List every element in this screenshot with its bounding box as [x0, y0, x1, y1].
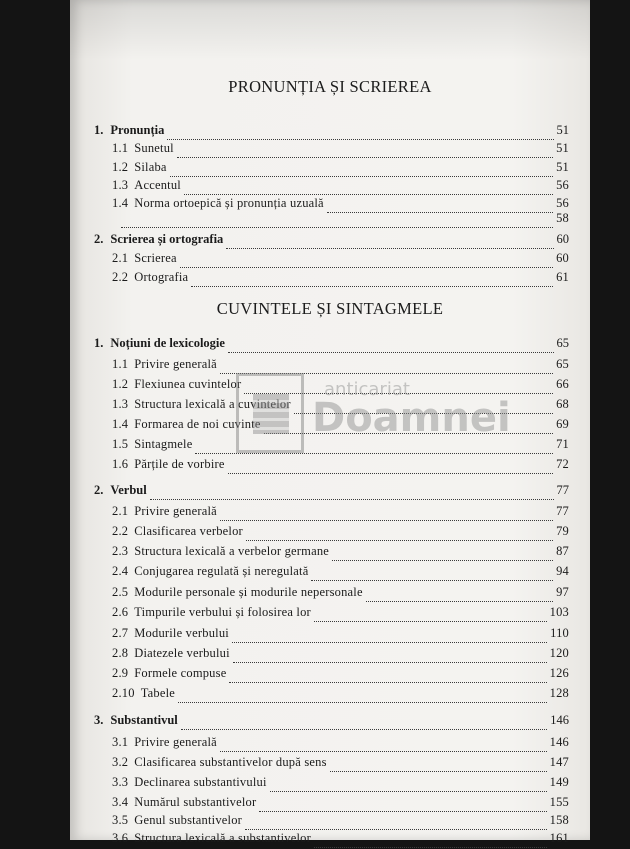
books-icon — [253, 394, 289, 434]
entry-number: 1.4 — [112, 196, 129, 210]
entry-number: 2.2 — [112, 524, 129, 538]
dot-leader — [220, 741, 547, 752]
entry-title: Tabele — [140, 686, 176, 700]
chapter-number: 1. — [94, 123, 104, 137]
dot-leader — [233, 652, 547, 663]
chapter-number: 2. — [94, 483, 104, 497]
watermark-small-text: anticariat — [324, 379, 410, 400]
dot-leader — [150, 489, 554, 500]
entry-title: Privire generală — [134, 735, 217, 749]
chapter-title: Verbul — [110, 483, 147, 497]
toc-entry — [112, 457, 569, 475]
dot-leader — [232, 632, 547, 643]
dot-leader — [167, 129, 553, 140]
chapter-title: Scrierea și ortografia — [110, 232, 224, 246]
dot-leader — [170, 166, 553, 177]
section-title: CUVINTELE ȘI SINTAGMELE — [216, 299, 444, 318]
entry-title: Părțile de vorbire — [134, 457, 225, 471]
page-number: 120 — [549, 646, 569, 660]
page-number: 87 — [556, 544, 569, 558]
page-number: 69 — [556, 417, 569, 431]
entry-number: 2.4 — [112, 564, 129, 578]
toc-entry — [112, 755, 569, 773]
page-number: 65 — [556, 336, 569, 350]
page-number: 51 — [556, 160, 569, 174]
chapter-title: Noțiuni de lexicologie — [110, 336, 225, 350]
dot-leader — [226, 238, 553, 249]
entry-number: 2.8 — [112, 646, 129, 660]
chapter-number: 2. — [94, 232, 104, 246]
entry-number: 2.6 — [112, 605, 129, 619]
page-number: 71 — [556, 437, 569, 451]
toc-entry — [112, 251, 569, 269]
page-number: 61 — [556, 270, 569, 284]
entry-number: 2.10 — [112, 686, 135, 700]
entry-title: Flexiunea cuvintelor — [134, 377, 242, 391]
dot-leader — [184, 184, 553, 195]
page-number: 146 — [549, 735, 569, 749]
watermark-frame — [236, 373, 304, 453]
dot-leader — [228, 342, 554, 353]
watermark-logo — [236, 373, 511, 453]
entry-title: Norma ortoepică și pronunția uzuală — [134, 196, 324, 210]
entry-number: 3.6 — [112, 831, 129, 845]
entry-title: Accentul — [134, 178, 181, 192]
entry-number: 3.1 — [112, 735, 129, 749]
dot-leader — [180, 257, 553, 268]
dot-leader — [332, 550, 553, 561]
dot-leader — [229, 672, 546, 683]
entry-title: Ortografia — [134, 270, 189, 284]
dot-leader — [228, 463, 553, 474]
entry-number: 1.3 — [112, 178, 129, 192]
dot-leader — [220, 510, 553, 521]
page-number: 149 — [549, 775, 569, 789]
page-number: 77 — [556, 483, 569, 497]
dot-leader — [259, 801, 546, 812]
entry-title: Sintagmele — [134, 437, 193, 451]
book-page — [70, 0, 590, 845]
entry-title: Clasificarea substantivelor după sens — [134, 755, 327, 769]
dot-leader — [121, 217, 553, 228]
dot-leader — [314, 611, 547, 622]
toc-entry — [112, 585, 569, 603]
page-number: 68 — [556, 397, 569, 411]
chapter-title: Pronunția — [110, 123, 165, 137]
toc-entry — [112, 504, 569, 522]
toc-entry — [112, 160, 569, 178]
page-number: 60 — [556, 251, 569, 265]
page-number: 72 — [556, 457, 569, 471]
entry-title: Silaba — [134, 160, 167, 174]
dot-leader — [178, 692, 547, 703]
dot-leader — [270, 781, 547, 792]
entry-title: Sunetul — [134, 141, 174, 155]
entry-title: Genul substantivelor — [134, 813, 243, 827]
page-number: 65 — [556, 357, 569, 371]
page-number: 147 — [549, 755, 569, 769]
page-number: 97 — [556, 585, 569, 599]
entry-number: 3.2 — [112, 755, 129, 769]
page-number: 79 — [556, 524, 569, 538]
page-number: 58 — [556, 211, 569, 225]
toc-entry — [112, 795, 569, 813]
toc-chapter — [94, 232, 569, 250]
entry-title: Modurile verbului — [134, 626, 229, 640]
dot-leader — [191, 276, 553, 287]
toc-entry — [112, 178, 569, 196]
dot-leader — [366, 591, 553, 602]
entry-title: Diatezele verbului — [134, 646, 230, 660]
entry-title: Formele compuse — [134, 666, 227, 680]
entry-number: 2.7 — [112, 626, 129, 640]
toc-entry — [112, 564, 569, 582]
page-number: 66 — [556, 377, 569, 391]
entry-number: 1.3 — [112, 397, 129, 411]
toc-entry — [112, 211, 569, 229]
section-title: PRONUNȚIA ȘI SCRIEREA — [228, 77, 432, 96]
page-number: 103 — [549, 605, 569, 619]
dot-leader — [330, 761, 547, 772]
page-number: 56 — [556, 178, 569, 192]
entry-number: 1.5 — [112, 437, 129, 451]
page-number: 77 — [556, 504, 569, 518]
entry-title: Structura lexicală a substantivelor — [134, 831, 311, 845]
page-number: 56 — [556, 196, 569, 210]
entry-title: Modurile personale și modurile nepersonale — [134, 585, 363, 599]
toc-entry — [112, 605, 569, 623]
entry-title: Formarea de noi cuvinte — [134, 417, 261, 431]
page-number: 94 — [556, 564, 569, 578]
entry-number: 1.2 — [112, 377, 129, 391]
toc-entry — [112, 831, 569, 849]
toc-entry — [112, 544, 569, 562]
entry-number: 2.5 — [112, 585, 129, 599]
page-number: 146 — [550, 713, 569, 727]
page-number: 158 — [549, 813, 569, 827]
toc-chapter — [94, 123, 569, 141]
page-number: 110 — [550, 626, 569, 640]
entry-number: 1.1 — [112, 141, 129, 155]
entry-title: Declinarea substantivului — [134, 775, 267, 789]
page-number: 161 — [549, 831, 569, 845]
entry-title: Numărul substantivelor — [134, 795, 257, 809]
page-number: 51 — [556, 141, 569, 155]
dot-leader — [177, 147, 553, 158]
entry-number: 1.2 — [112, 160, 129, 174]
page-number: 60 — [556, 232, 569, 246]
entry-number: 3.4 — [112, 795, 129, 809]
toc-entry — [112, 141, 569, 159]
entry-number: 3.5 — [112, 813, 129, 827]
toc-chapter — [94, 483, 569, 501]
chapter-title: Substantivul — [110, 713, 178, 727]
dot-leader — [245, 819, 547, 830]
toc-entry — [112, 775, 569, 793]
entry-title: Timpurile verbului și folosirea lor — [134, 605, 311, 619]
toc-entry — [112, 666, 569, 684]
toc-chapter — [94, 336, 569, 354]
watermark-big-text: Doamnei — [312, 395, 511, 441]
toc-entry — [112, 735, 569, 753]
dot-leader — [181, 719, 547, 730]
entry-title: Privire generală — [134, 357, 217, 371]
entry-number: 2.2 — [112, 270, 129, 284]
entry-title: Clasificarea verbelor — [134, 524, 243, 538]
chapter-number: 3. — [94, 713, 104, 727]
page-number: 51 — [556, 123, 569, 137]
entry-number: 2.1 — [112, 504, 129, 518]
dot-leader — [314, 837, 547, 848]
toc-entry — [112, 270, 569, 288]
entry-number: 1.1 — [112, 357, 129, 371]
entry-number: 2.3 — [112, 544, 129, 558]
entry-title: Privire generală — [134, 504, 217, 518]
entry-title: Scrierea — [134, 251, 177, 265]
dot-leader — [311, 570, 553, 581]
dot-leader — [220, 363, 553, 374]
toc-entry — [112, 686, 569, 704]
toc-entry — [112, 524, 569, 542]
chapter-number: 1. — [94, 336, 104, 350]
toc-entry — [112, 626, 569, 644]
page-number: 128 — [549, 686, 569, 700]
dot-leader — [246, 530, 553, 541]
entry-number: 2.9 — [112, 666, 129, 680]
page-number: 126 — [549, 666, 569, 680]
entry-title: Structura lexicală a verbelor germane — [134, 544, 330, 558]
entry-number: 2.1 — [112, 251, 129, 265]
page-number: 155 — [549, 795, 569, 809]
entry-number: 3.3 — [112, 775, 129, 789]
entry-number: 1.6 — [112, 457, 129, 471]
toc-entry — [112, 646, 569, 664]
toc-chapter — [94, 713, 569, 731]
entry-title: Conjugarea regulată și neregulată — [134, 564, 309, 578]
toc-entry — [112, 813, 569, 831]
entry-number: 1.4 — [112, 417, 129, 431]
entry-title: Structura lexicală a cuvintelor — [134, 397, 291, 411]
page-shadow — [70, 0, 590, 60]
